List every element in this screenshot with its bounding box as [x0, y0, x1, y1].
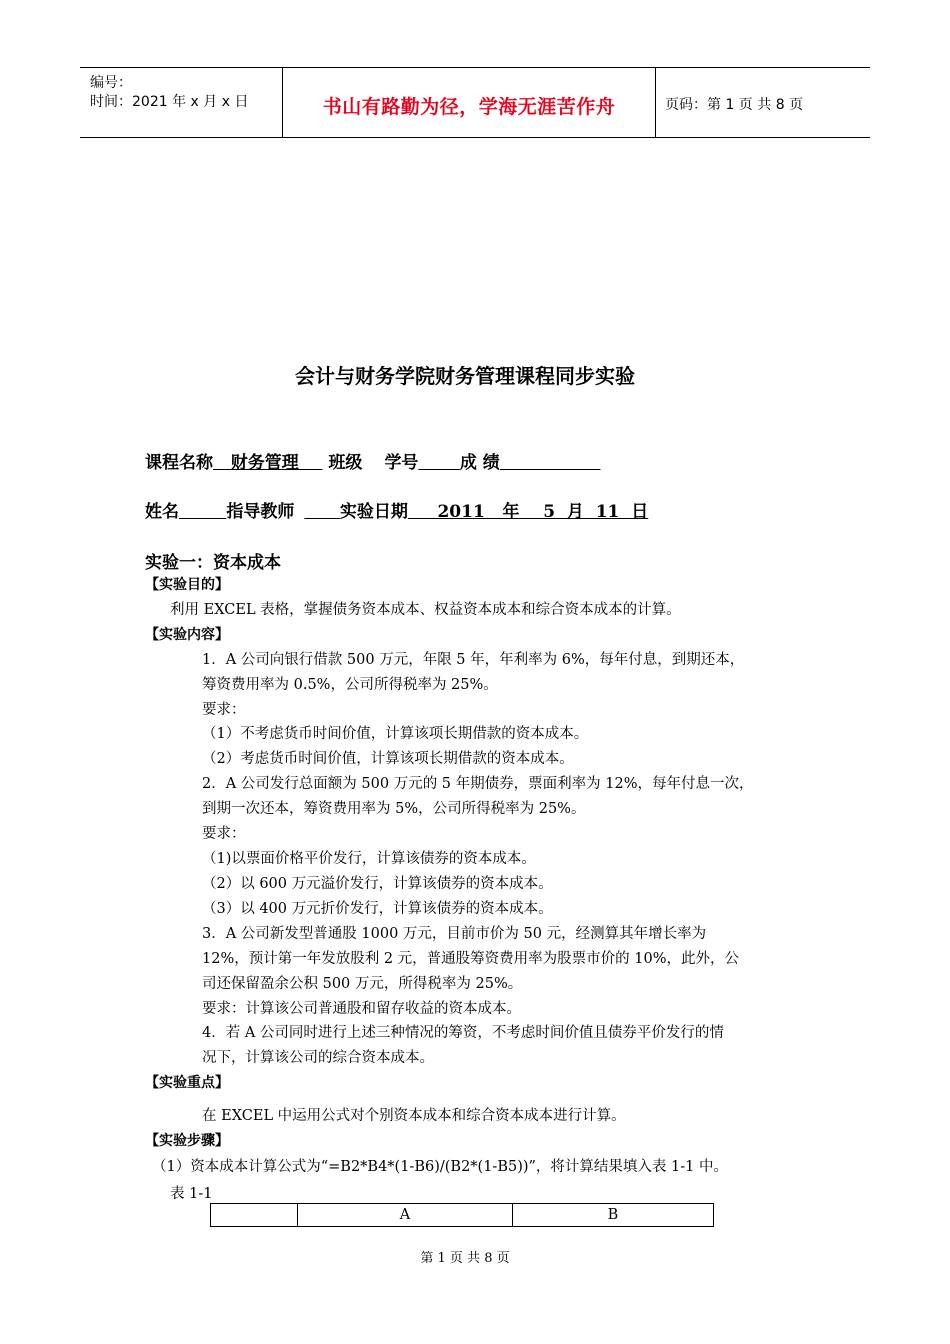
table-caption: 表 1-1: [170, 1186, 213, 1202]
course-value: 财务管理: [213, 453, 323, 473]
content-line: 4．若 A 公司同时进行上述三种情况的筹资，不考虑时间价值且债券平价发行的情: [202, 1025, 724, 1041]
teacher-value: [304, 502, 340, 522]
content-line: 12%，预计第一年发放股利 2 元，普通股筹资费用率为股票市价的 10%，此外，公: [202, 951, 740, 967]
grade-label: 成 绩: [459, 453, 500, 473]
header-center-cell: [282, 68, 656, 137]
teacher-label: 指导教师: [226, 502, 295, 522]
content-line: 要求：: [202, 826, 246, 842]
student-id-label: 学号: [384, 453, 419, 473]
course-label: 课程名称: [145, 453, 213, 473]
page-footer: 第 1 页 共 8 页: [420, 1251, 510, 1266]
content-line: 要求：计算该公司普通股和留存收益的资本成本。: [202, 1001, 521, 1017]
focus-heading: 【实验重点】: [145, 1075, 229, 1091]
name-value: [179, 502, 226, 522]
content-line: 司还保留盈余公积 500 万元，所得税率为 25%。: [202, 976, 523, 992]
content-line: 要求：: [202, 702, 246, 718]
course-info-line: [145, 448, 600, 473]
header-motto: 书山有路勤为径，学海无涯苦作舟: [322, 96, 616, 118]
table-header-cell: B: [607, 1207, 619, 1223]
content-line: （2）以 600 万元溢价发行，计算该债券的资本成本。: [202, 876, 553, 892]
date-label: 实验日期: [339, 502, 408, 522]
grade-value: [500, 453, 601, 473]
content-line: （1)以票面价格平价发行，计算该债券的资本成本。: [202, 851, 536, 867]
purpose-text: 利用 EXCEL 表格，掌握债务资本成本、权益资本成本和综合资本成本的计算。: [170, 602, 681, 618]
page-title: 会计与财务学院财务管理课程同步实验: [295, 364, 635, 388]
content-line: （2）考虑货币时间价值，计算该项长期借款的资本成本。: [202, 751, 574, 767]
table-header-cell: [211, 1204, 297, 1226]
student-info-line: [145, 497, 648, 522]
content-line: 到期一次还本，筹资费用率为 5%，公司所得税率为 25%。: [202, 801, 586, 817]
content-line: 况下，计算该公司的综合资本成本。: [202, 1050, 434, 1066]
table-1-1: [210, 1203, 714, 1227]
header-right-cell: [655, 68, 870, 137]
page-header: [80, 67, 870, 138]
document-time-label: 时间：2021 年 x 月 x 日: [90, 94, 249, 110]
content-line: 1．A 公司向银行借款 500 万元，年限 5 年，年利率为 6%，每年付息，到期还本，: [202, 652, 745, 668]
purpose-heading: 【实验目的】: [145, 577, 229, 593]
date-value: 2011 年 5 月 11 日: [407, 502, 649, 522]
table-header-cell: A: [399, 1207, 411, 1223]
content-line: （3）以 400 万元折价发行，计算该债券的资本成本。: [202, 901, 553, 917]
steps-text: （1）资本成本计算公式为“=B2*B4*(1-B6)/(B2*(1-B5))”，将计算结果填入表 1-1 中。: [152, 1159, 728, 1175]
class-label: 班级: [328, 453, 363, 473]
content-line: 筹资费用率为 0.5%，公司所得税率为 25%。: [202, 677, 498, 693]
focus-text: 在 EXCEL 中运用公式对个别资本成本和综合资本成本进行计算。: [202, 1108, 626, 1124]
name-label: 姓名: [145, 502, 179, 522]
content-line: 3．A 公司新发型普通股 1000 万元，目前市价为 50 元，经测算其年增长率为: [202, 926, 707, 942]
content-line: 2．A 公司发行总面额为 500 万元的 5 年期债券，票面利率为 12%，每年付息一次，: [202, 776, 754, 792]
content-heading: 【实验内容】: [145, 627, 229, 643]
content-line: （1）不考虑货币时间价值，计算该项长期借款的资本成本。: [202, 726, 589, 742]
header-page-info: 页码：第 1 页 共 8 页: [665, 97, 804, 113]
experiment-title: 实验一：资本成本: [145, 553, 281, 573]
student-id-value: [418, 453, 459, 473]
document-number-label: 编号：: [90, 75, 132, 91]
steps-heading: 【实验步骤】: [145, 1133, 229, 1149]
header-left-cell: [80, 68, 282, 137]
